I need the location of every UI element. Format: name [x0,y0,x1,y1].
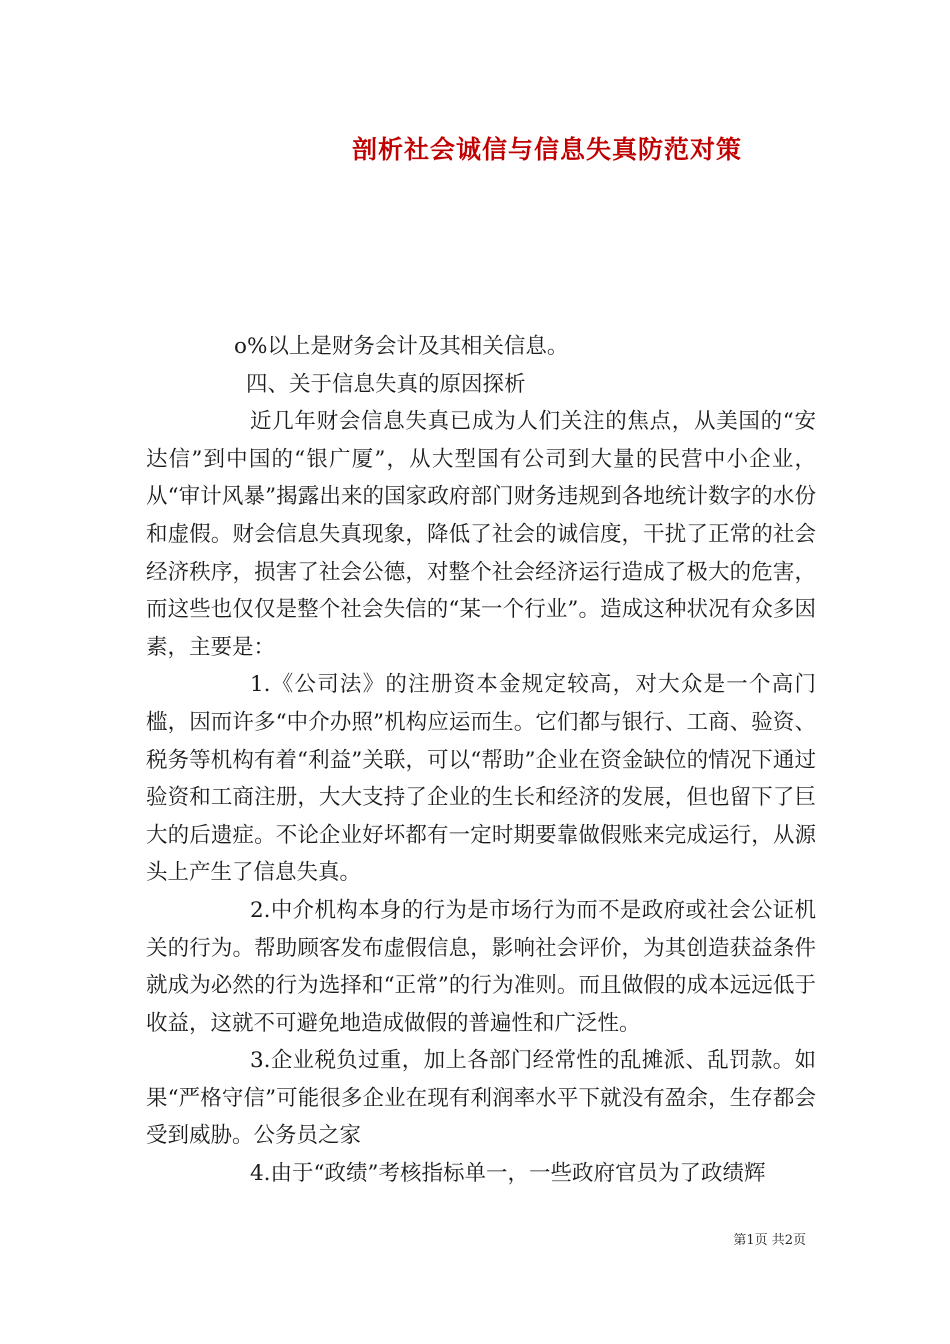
page-number-footer: 第1页 共2页 [733,1233,806,1248]
paragraph-point-1: 1.《公司法》的注册资本金规定较高，对大众是一个高门槛，因而许多“中介办照”机构应运而生。它们都与银行、工商、验资、税务等机构有着“利益”关联，可以“帮助”企业在资金缺位的情况下通过验资和工商注册，大大支持了企业的生长和经济的发展，但也留下了巨大的后遗症。不论企业好坏都有一定时期要靠做假账来完成运行，从源头上产生了信息失真。 [146,672,816,886]
paragraph-point-2: 2.中介机构本身的行为是市场行为而不是政府或社会公证机关的行为。帮助顾客发布虚假信息，影响社会评价，为其创造获益条件就成为必然的行为选择和“正常”的行为准则。而且做假的成本远远低于收益，这就不可避免地造成做假的普遍性和广泛性。 [146,897,816,1036]
paragraph-point-4: 4.由于“政绩”考核指标单一，一些政府官员为了政绩辉 [250,1161,766,1187]
section-heading: 四、关于信息失真的原因探析 [246,371,526,397]
page-title: 剖析社会诚信与信息失真防范对策 [351,135,742,164]
paragraph-point-3: 3.企业税负过重，加上各部门经常性的乱摊派、乱罚款。如果“严格守信”可能很多企业在现有利润率水平下就没有盈余，生存都会受到威胁。公务员之家 [146,1048,816,1149]
paragraph-intro: o%以上是财务会计及其相关信息。 [234,334,569,359]
document-body [146,328,816,1193]
paragraph-body: 近几年财会信息失真已成为人们关注的焦点，从美国的“安达信”到中国的“银广厦”，从大型国有公司到大量的民营中小企业，从“审计风暴”揭露出来的国家政府部门财务违规到各地统计数字的水份和虚假。财会信息失真现象，降低了社会的诚信度，干扰了正常的社会经济秩序，损害了社会公德，对整个社会经济运行造成了极大的危害，而这些也仅仅是整个社会失信的“某一个行业”。造成这种状况有众多因素，主要是： [146,409,816,660]
